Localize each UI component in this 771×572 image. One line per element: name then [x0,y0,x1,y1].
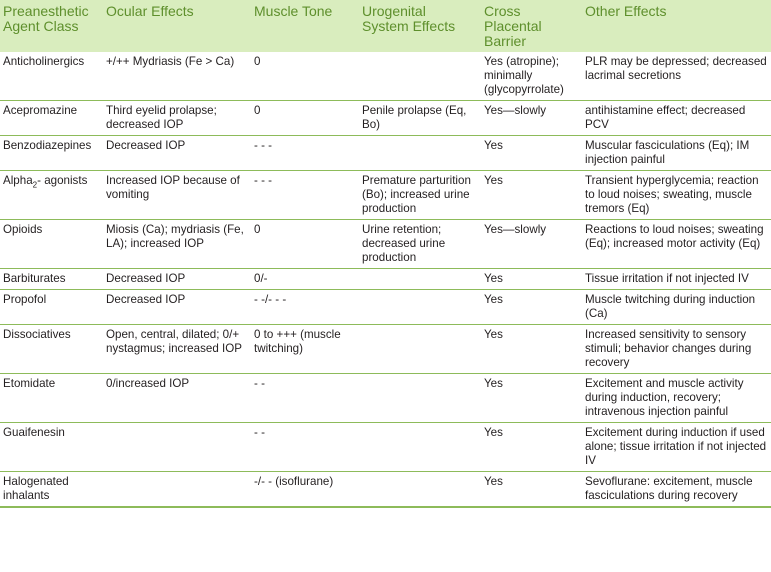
cell-other: Muscular fasciculations (Eq); IM injection painful [581,136,771,171]
cell-urogenital: Penile prolapse (Eq, Bo) [358,101,480,136]
table-row [0,374,771,423]
cell-muscle: 0/- [250,269,358,290]
cell-other: Excitement during induction if used alone; tissue irritation if not injected IV [581,423,771,472]
table-row [0,290,771,325]
cell-placental: Yes [480,171,581,220]
cell-other: Transient hyperglycemia; reaction to loud noises; sweating, muscle tremors (Eq) [581,171,771,220]
table-row [0,136,771,171]
header-urogenital-effects: Urogenital System Effects [362,3,456,34]
table-row [0,325,771,374]
header-muscle-tone: Muscle Tone [254,3,333,19]
cell-agent: Halogenated inhalants [0,472,102,508]
cell-muscle: - - - [250,136,358,171]
cell-urogenital [358,374,480,423]
cell-other: PLR may be depressed; decreased lacrimal secretions [581,52,771,101]
cell-urogenital [358,136,480,171]
cell-urogenital: Urine retention; decreased urine production [358,220,480,269]
cell-urogenital [358,269,480,290]
cell-urogenital [358,52,480,101]
cell-ocular: +/++ Mydriasis (Fe > Ca) [102,52,250,101]
cell-ocular: 0/increased IOP [102,374,250,423]
table-row [0,52,771,101]
table-row [0,269,771,290]
header-ocular-effects: Ocular Effects [106,3,194,19]
table-row [0,171,771,220]
cell-other: Tissue irritation if not injected IV [581,269,771,290]
cell-muscle: - - - [250,171,358,220]
table-row [0,220,771,269]
header-agent-class: Preanesthetic Agent Class [3,3,89,34]
cell-urogenital [358,325,480,374]
cell-placental: Yes [480,290,581,325]
cell-placental: Yes [480,423,581,472]
cell-muscle: -/- - (isoflurane) [250,472,358,508]
cell-agent: Acepromazine [0,101,102,136]
cell-placental: Yes (atropine); minimally (glycopyrrolate) [480,52,581,101]
cell-muscle: - -/- - - [250,290,358,325]
agent-subscript: 2 [32,180,38,190]
table-row [0,472,771,508]
cell-placental: Yes [480,136,581,171]
cell-ocular: Miosis (Ca); mydriasis (Fe, LA); increased IOP [102,220,250,269]
cell-ocular [102,472,250,508]
cell-placental: Yes [480,472,581,508]
cell-agent: Dissociatives [0,325,102,374]
cell-placental: Yes [480,269,581,290]
cell-muscle: 0 [250,220,358,269]
cell-agent: Opioids [0,220,102,269]
cell-ocular: Third eyelid prolapse; decreased IOP [102,101,250,136]
cell-muscle: 0 [250,101,358,136]
cell-placental: Yes—slowly [480,220,581,269]
cell-ocular: Decreased IOP [102,136,250,171]
agent-prefix: Alpha [3,174,33,187]
cell-agent [0,171,102,220]
cell-other: Muscle twitching during induction (Ca) [581,290,771,325]
cell-ocular [102,423,250,472]
cell-ocular: Decreased IOP [102,290,250,325]
cell-muscle: - - [250,374,358,423]
table-row [0,423,771,472]
cell-urogenital: Premature parturition (Bo); increased urine production [358,171,480,220]
cell-muscle: 0 [250,52,358,101]
cell-agent: Anticholinergics [0,52,102,101]
header-other-effects: Other Effects [585,3,667,19]
cell-other: Excitement and muscle activity during induction, recovery; intravenous injection painful [581,374,771,423]
cell-agent: Guaifenesin [0,423,102,472]
cell-agent: Etomidate [0,374,102,423]
cell-agent: Propofol [0,290,102,325]
cell-urogenital [358,423,480,472]
cell-agent: Benzodiazepines [0,136,102,171]
cell-placental: Yes [480,374,581,423]
table-row [0,101,771,136]
cell-ocular: Decreased IOP [102,269,250,290]
cell-muscle: - - [250,423,358,472]
cell-urogenital [358,290,480,325]
cell-muscle: 0 to +++ (muscle twitching) [250,325,358,374]
cell-other: antihistamine effect; decreased PCV [581,101,771,136]
header-cross-placental: Cross Placental Barrier [484,3,542,49]
cell-other: Reactions to loud noises; sweating (Eq); increased motor activity (Eq) [581,220,771,269]
cell-other: Sevoflurane: excitement, muscle fasciculations during recovery [581,472,771,508]
cell-ocular: Open, central, dilated; 0/+ nystagmus; increased IOP [102,325,250,374]
cell-placental: Yes—slowly [480,101,581,136]
cell-placental: Yes [480,325,581,374]
cell-ocular: Increased IOP because of vomiting [102,171,250,220]
agent-suffix: - agonists [37,174,88,187]
cell-other: Increased sensitivity to sensory stimuli; behavior changes during recovery [581,325,771,374]
header-row [0,0,771,52]
cell-agent: Barbiturates [0,269,102,290]
cell-urogenital [358,472,480,508]
